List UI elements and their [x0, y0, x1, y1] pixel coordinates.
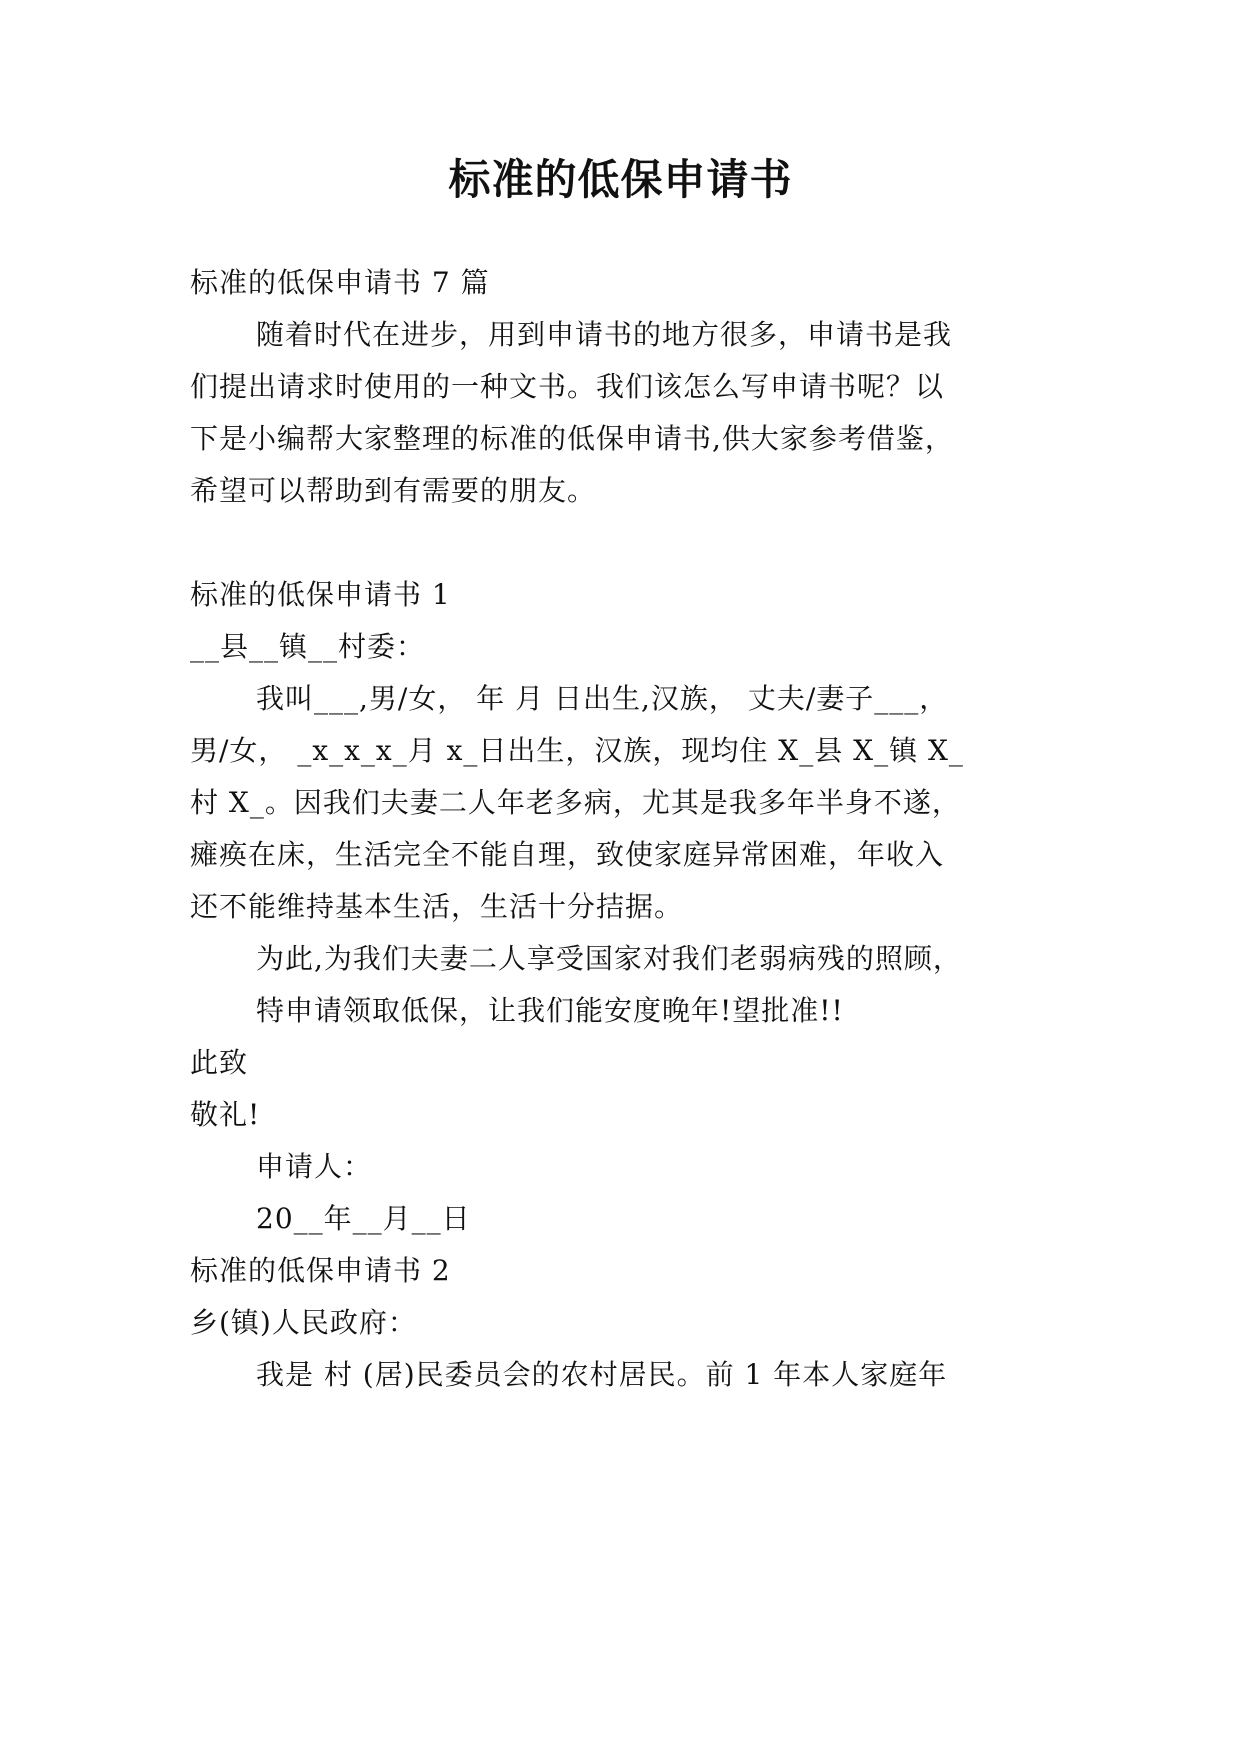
section2-body-line-1: 我是 村 (居)民委员会的农村居民。前 1 年本人家庭年 — [256, 1358, 948, 1391]
date-line: 20__年__月__日 — [256, 1202, 471, 1235]
section2-salutation: 乡(镇)人民政府： — [190, 1306, 417, 1339]
intro-line-3: 下是小编帮大家整理的标准的低保申请书,供大家参考借鉴， — [190, 422, 954, 455]
intro-line-1: 随着时代在进步，用到申请书的地方很多，申请书是我 — [256, 318, 953, 351]
section1-body-line-2: 男/女， _x_x_x_月 x_日出生，汉族，现均住 X_县 X_镇 X_ — [190, 734, 964, 767]
section1-body2-line-1: 为此,为我们夫妻二人享受国家对我们老弱病残的照顾， — [256, 942, 962, 975]
section1-body-line-4: 瘫痪在床，生活完全不能自理，致使家庭异常困难，年收入 — [190, 838, 945, 871]
section1-salutation: __县__镇__村委： — [190, 630, 426, 663]
intro-line-2: 们提出请求时使用的一种文书。我们该怎么写申请书呢？以 — [190, 370, 945, 403]
document-subtitle: 标准的低保申请书 7 篇 — [190, 266, 490, 299]
section1-body-line-5: 还不能维持基本生活，生活十分拮据。 — [190, 890, 684, 923]
section1-body-line-1: 我叫___,男/女， 年 月 日出生,汉族， 丈夫/妻子___， — [256, 682, 949, 715]
intro-line-4: 希望可以帮助到有需要的朋友。 — [190, 474, 597, 507]
closing-line-2: 敬礼! — [190, 1098, 261, 1131]
page-title: 标准的低保申请书 — [448, 155, 793, 204]
section1-body2-line-2: 特申请领取低保，让我们能安度晚年!望批准!! — [256, 994, 844, 1027]
applicant-label: 申请人： — [256, 1150, 373, 1183]
section1-heading: 标准的低保申请书 1 — [190, 578, 451, 611]
closing-line-1: 此致 — [190, 1046, 249, 1079]
section2-heading: 标准的低保申请书 2 — [190, 1254, 451, 1287]
section1-body-line-3: 村 X_。因我们夫妻二人年老多病，尤其是我多年半身不遂， — [190, 786, 961, 819]
